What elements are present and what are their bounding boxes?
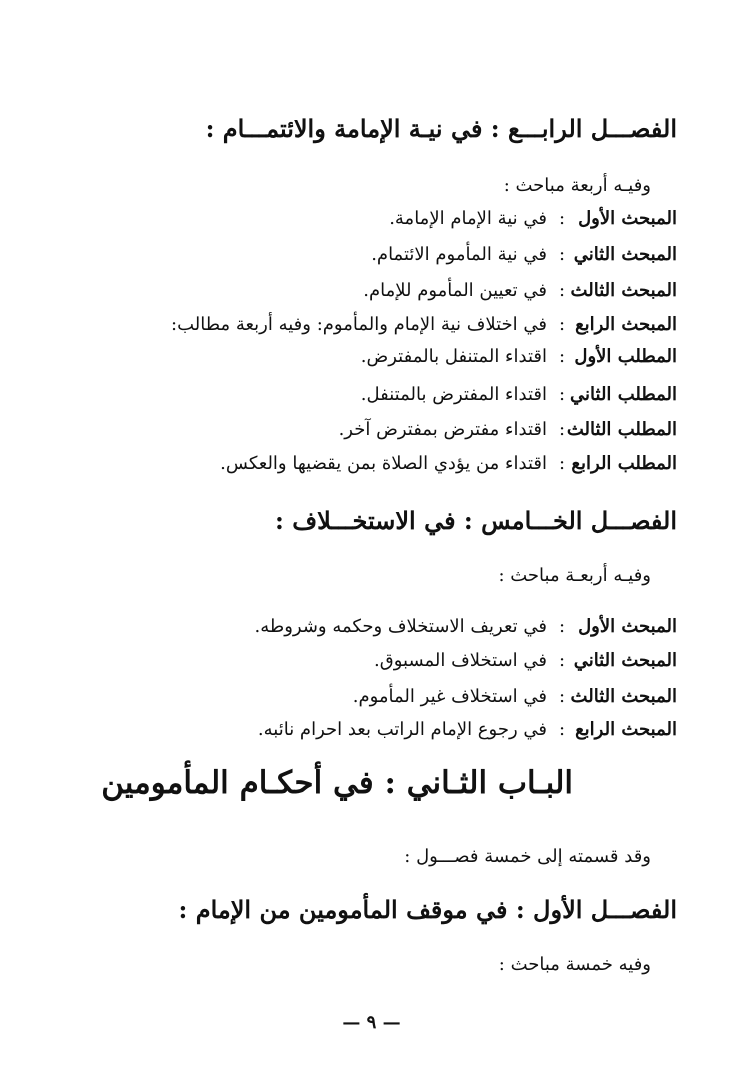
list-item: [171, 314, 677, 335]
item-colon: :: [558, 208, 566, 229]
item-label: المطلب الرابع: [571, 453, 677, 474]
chapter-4-title: الفصـــل الرابـــع : في نيـة الإمامة والائتمـــام :: [205, 114, 677, 143]
item-label: المبحث الرابع: [575, 314, 677, 335]
list-item: [371, 244, 677, 265]
item-colon: :: [558, 650, 566, 671]
item-text: في نية المأموم الائتمام.: [371, 244, 547, 265]
list-item: [220, 453, 677, 474]
item-colon: :: [558, 616, 566, 637]
item-colon: :: [558, 346, 566, 367]
list-item: [339, 419, 677, 440]
item-label: المبحث الثالث: [570, 686, 677, 707]
item-text: في تعيين المأموم للإمام.: [363, 280, 547, 301]
list-item: [361, 346, 677, 367]
item-text: في تعريف الاستخلاف وحكمه وشروطه.: [254, 616, 547, 637]
item-text: اقتداء المفترض بالمتنفل.: [360, 384, 547, 405]
item-text: اقتداء المتنفل بالمفترض.: [360, 346, 547, 367]
item-label: المبحث الثالث: [570, 280, 677, 301]
item-text: في اختلاف نية الإمام والمأموم: وفيه أربعة مطالب:: [171, 314, 547, 335]
list-item: [389, 208, 677, 229]
item-text: اقتداء من يؤدي الصلاة بمن يقضيها والعكس.: [220, 453, 547, 474]
item-label: المبحث الأول: [578, 616, 677, 637]
item-colon: :: [558, 244, 566, 265]
item-label: المبحث الأول: [578, 208, 677, 229]
item-text: في رجوع الإمام الراتب بعد احرام نائبه.: [257, 719, 547, 740]
item-colon: :: [558, 314, 566, 335]
list-item: [363, 280, 677, 301]
page-number: — ٩ —: [342, 1012, 401, 1033]
item-colon: :: [558, 419, 566, 440]
item-label: المطلب الأول: [574, 346, 677, 367]
chapter-5-title: الفصـــل الخـــامس : في الاستخـــلاف :: [275, 506, 677, 535]
item-colon: :: [558, 280, 566, 301]
item-colon: :: [558, 384, 566, 405]
item-text: في نية الإمام الإمامة.: [389, 208, 547, 229]
item-label: المبحث الرابع: [575, 719, 677, 740]
item-text: اقتداء مفترض بمفترض آخر.: [338, 419, 547, 440]
chapter-5-intro: وفيـه أربعـة مباحث :: [498, 565, 651, 586]
part-2-title: البـاب الثـاني : في أحكـام المأمومين: [101, 765, 573, 801]
list-item: [258, 719, 677, 740]
chapter-1-intro: وفيه خمسة مباحث :: [498, 954, 651, 975]
item-label: المطلب الثاني: [570, 384, 677, 405]
list-item: [374, 650, 677, 671]
item-label: المطلب الثالث: [566, 419, 677, 440]
item-text: في استخلاف غير المأموم.: [352, 686, 547, 707]
list-item: [255, 616, 677, 637]
item-colon: :: [558, 686, 566, 707]
item-label: المبحث الثاني: [573, 244, 677, 265]
item-label: المبحث الثاني: [573, 650, 677, 671]
item-text: في استخلاف المسبوق.: [374, 650, 547, 671]
part-2-intro: وقد قسمته إلى خمسة فصـــول :: [404, 846, 651, 867]
chapter-4-intro: وفيـه أربعة مباحث :: [503, 175, 651, 196]
chapter-1-title: الفصـــل الأول : في موقف المأمومين من الإمام :: [178, 895, 677, 924]
item-colon: :: [558, 719, 566, 740]
list-item: [353, 686, 677, 707]
item-colon: :: [558, 453, 566, 474]
list-item: [361, 384, 677, 405]
